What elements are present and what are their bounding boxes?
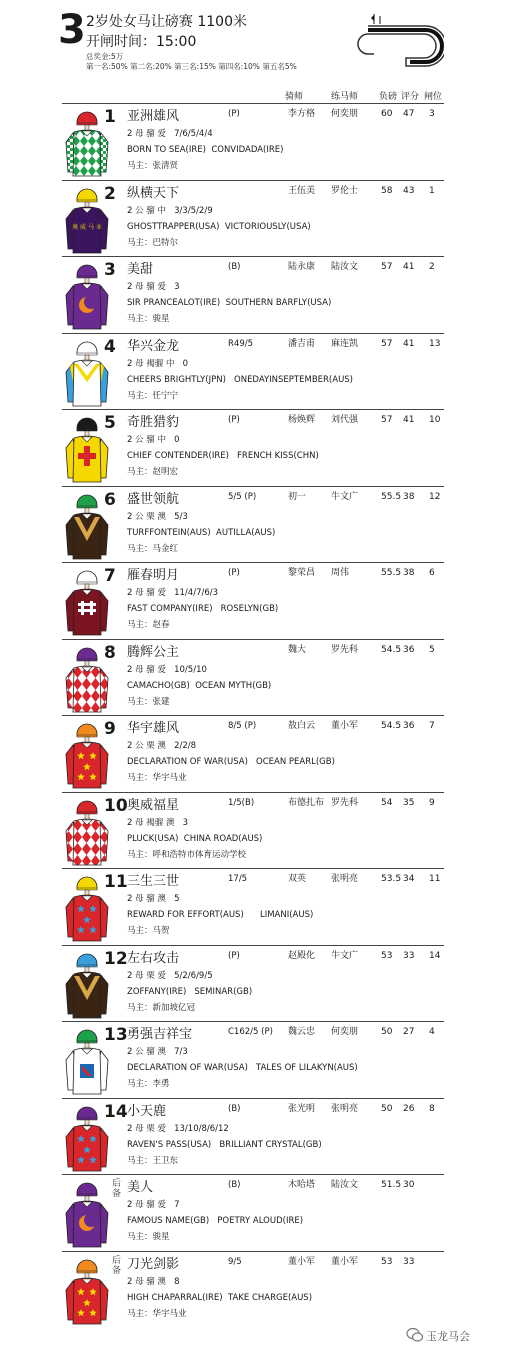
gear-info: 1/5(B) [228, 797, 255, 808]
rating: 34 [403, 874, 415, 884]
reserve-label: 后备 [112, 1179, 122, 1199]
rating: 36 [403, 721, 415, 731]
horse-details: 2 母 骝 爱 3 [127, 282, 180, 292]
carried-weight: 54.5 [381, 644, 402, 655]
draw: 12 [429, 491, 441, 502]
horse-name: 雁春明月 [127, 568, 180, 583]
pedigree: ZOFFANY(IRE) SEMINAR(GB) [127, 986, 253, 997]
gear-info: 5/5 (P) [228, 491, 257, 502]
horse-name: 小天鹿 [127, 1103, 167, 1119]
pedigree: DECLARATION OF WAR(USA) TALES OF LILAKYN(AUS) [127, 1063, 358, 1073]
owner: 马主：华宇马业 [127, 1308, 187, 1319]
draw: 11 [429, 874, 441, 884]
pedigree: FAST COMPANY(IRE) ROSELYN(GB) [127, 604, 279, 614]
runner-row [0, 1251, 520, 1328]
horse-details: 2 公 骝 中 3/3/5/2/9 [127, 205, 213, 216]
carried-weight: 55.5 [381, 491, 402, 502]
gear-info: (B) [228, 1103, 241, 1114]
runner-row [0, 333, 520, 410]
jockey-name: 赵殿化 [288, 950, 316, 961]
row-divider [62, 256, 444, 257]
horse-details: 2 公 骝 中 0 [127, 435, 180, 445]
horse-details: 2 母 骝 澳 8 [127, 1276, 180, 1287]
trainer-name: 罗伦士 [331, 185, 359, 196]
runner-number: 4 [104, 336, 116, 357]
pedigree: RAVEN'S PASS(USA) BRILLIANT CRYSTAL(GB) [127, 1139, 322, 1150]
rating: 35 [403, 797, 415, 808]
horse-details: 2 公 栗 澳 2/2/8 [127, 741, 197, 751]
horse-details: 2 母 栗 爱 13/10/8/6/12 [127, 1123, 229, 1134]
jockey-name: 木哈塔 [288, 1180, 316, 1190]
row-divider [62, 1021, 444, 1022]
carried-weight: 54.5 [381, 721, 402, 731]
rating: 38 [403, 491, 415, 502]
pedigree: GHOSTTRAPPER(USA) VICTORIOUSLY(USA) [127, 221, 311, 232]
row-divider [62, 1174, 444, 1175]
rating: 41 [403, 415, 415, 425]
runner-row [0, 639, 520, 716]
col-head-trainer: 练马师 [331, 92, 359, 102]
pedigree: SIR PRANCEALOT(IRE) SOUTHERN BARFLY(USA) [127, 298, 332, 308]
carried-weight: 55.5 [381, 568, 402, 578]
jockey-name: 魏云忠 [288, 1027, 316, 1037]
gear-info: R49/5 [228, 338, 253, 349]
rating: 26 [403, 1103, 415, 1114]
horse-name: 腾辉公主 [127, 644, 180, 660]
jockey-name: 魏大 [288, 644, 307, 655]
owner: 马主：巴特尔 [127, 237, 179, 248]
carried-weight: 58 [381, 185, 393, 196]
horse-name: 奇胜猎豹 [127, 415, 180, 430]
trainer-name: 董小军 [331, 721, 359, 731]
horse-name: 左右攻击 [127, 950, 180, 966]
race-header [0, 0, 520, 104]
silk-icon [64, 1177, 110, 1249]
gear-info: (P) [228, 568, 240, 578]
horse-name: 纵横天下 [127, 185, 180, 201]
trainer-name: 陆汝文 [331, 1180, 359, 1190]
owner: 马主：呼和浩特市体育运动学校 [127, 849, 247, 860]
gear-info: 9/5 [228, 1256, 242, 1267]
draw: 5 [429, 644, 435, 655]
runner-number: 12 [104, 948, 128, 969]
runner-list [0, 103, 520, 1327]
trainer-name: 陆汝文 [331, 262, 359, 272]
rating: 41 [403, 338, 415, 349]
jockey-name: 初一 [288, 491, 307, 502]
draw: 13 [429, 338, 441, 349]
row-divider [62, 333, 444, 334]
draw: 1 [429, 185, 435, 196]
rating: 41 [403, 262, 415, 272]
carried-weight: 57 [381, 338, 393, 349]
pedigree: CHEERS BRIGHTLY(JPN) ONEDAYINSEPTEMBER(AUS) [127, 374, 354, 385]
rating: 43 [403, 185, 415, 196]
horse-name: 亚洲雄风 [127, 109, 180, 124]
owner: 马主：华宇马业 [127, 773, 187, 783]
watermark-text: 玉龙马会 [426, 1330, 470, 1343]
runner-number: 10 [104, 795, 128, 816]
owner: 马主：李勇 [127, 1079, 170, 1089]
jockey-name: 布德扎布 [288, 797, 325, 808]
gear-info: (B) [228, 262, 241, 272]
horse-details: 2 母 骝 爱 10/5/10 [127, 664, 207, 675]
runner-row [0, 792, 520, 869]
trainer-name: 张明亮 [331, 874, 359, 884]
runner-row [0, 1174, 520, 1251]
col-head-draw: 闸位 [424, 92, 443, 102]
draw: 9 [429, 797, 435, 808]
horse-details: 2 母 骝 澳 5 [127, 894, 180, 904]
trainer-name: 董小军 [331, 1256, 359, 1267]
horse-name: 奥威福星 [127, 797, 180, 813]
horse-name: 美甜 [127, 262, 154, 277]
runner-row [0, 1098, 520, 1175]
row-divider [62, 180, 444, 181]
svg-text:奥 威 马 业: 奥 威 马 业 [72, 223, 102, 231]
row-divider [62, 103, 444, 104]
runner-row [0, 945, 520, 1022]
owner: 马主：马贺 [127, 926, 170, 936]
trainer-name: 何奕朋 [331, 109, 359, 119]
rating: 27 [403, 1027, 415, 1037]
reserve-label: 后备 [112, 1255, 122, 1276]
carried-weight: 50 [381, 1027, 393, 1037]
owner: 马主：赵明宏 [127, 467, 179, 477]
horse-name: 勇强吉祥宝 [127, 1027, 193, 1042]
rating: 30 [403, 1180, 415, 1190]
horse-name: 三生三世 [127, 874, 180, 889]
carried-weight: 50 [381, 1103, 393, 1114]
pedigree: FAMOUS NAME(GB) POETRY ALOUD(IRE) [127, 1216, 304, 1226]
horse-name: 刀光剑影 [127, 1256, 180, 1272]
silk-icon [64, 1254, 110, 1326]
owner: 马主：王卫东 [127, 1155, 179, 1166]
runner-number: 2 [104, 183, 116, 204]
owner: 马主：骏星 [127, 1232, 170, 1242]
runner-number: 11 [104, 872, 128, 892]
row-divider [62, 562, 444, 563]
horse-details: 2 母 骝 爱 11/4/7/6/3 [127, 588, 219, 598]
trainer-name: 何奕朋 [331, 1027, 359, 1037]
watermark [406, 1326, 516, 1344]
jockey-name: 敖白云 [288, 721, 316, 731]
horse-name: 盛世领航 [127, 491, 180, 507]
pedigree: DECLARATION OF WAR(USA) OCEAN PEARL(GB) [127, 757, 335, 767]
horse-name: 华宇雄风 [127, 721, 180, 736]
rating: 38 [403, 568, 415, 578]
runner-row [0, 868, 520, 945]
pedigree: PLUCK(USA) CHINA ROAD(AUS) [127, 833, 263, 844]
horse-details: 2 公 骝 澳 7/3 [127, 1047, 188, 1057]
jockey-name: 潘吉甫 [288, 338, 316, 349]
owner: 马主：张建 [127, 696, 170, 707]
gear-info: (P) [228, 109, 240, 119]
jockey-name: 黎荣昌 [288, 568, 316, 578]
race-name: 2岁处女马让磅赛 1100米 [86, 14, 247, 30]
row-divider [62, 1251, 444, 1252]
carried-weight: 53 [381, 950, 393, 961]
prize-split: 第一名:50% 第二名:20% 第三名:15% 第四名:10% 第五名5% [86, 62, 297, 71]
gear-info: (B) [228, 1180, 241, 1190]
runner-number: 14 [104, 1101, 128, 1122]
trainer-name: 牛文广 [331, 491, 359, 502]
jockey-name: 杨焕辉 [288, 415, 316, 425]
rating: 47 [403, 109, 415, 119]
gear-info: (P) [228, 950, 240, 961]
carried-weight: 53.5 [381, 874, 402, 884]
carried-weight: 51.5 [381, 1180, 402, 1190]
owner: 马主：张清贤 [127, 161, 179, 171]
gear-info: 8/5 (P) [228, 721, 257, 731]
carried-weight: 53 [381, 1256, 393, 1267]
rating: 36 [403, 644, 415, 655]
runner-number: 5 [104, 413, 116, 433]
runner-number: 1 [104, 107, 116, 127]
runner-row [0, 180, 520, 257]
draw: 14 [429, 950, 441, 961]
runner-number: 8 [104, 642, 116, 663]
jockey-name: 陆永康 [288, 262, 316, 272]
row-divider [62, 868, 444, 869]
trainer-name: 周伟 [331, 568, 350, 578]
horse-name: 美人 [127, 1180, 154, 1195]
runner-number: 6 [104, 489, 116, 510]
draw: 6 [429, 568, 435, 578]
row-divider [62, 715, 444, 716]
gear-info: 17/5 [228, 874, 248, 884]
rating: 33 [403, 950, 415, 961]
jockey-name: 张光明 [288, 1103, 316, 1114]
draw: 4 [429, 1027, 435, 1037]
carried-weight: 54 [381, 797, 393, 808]
row-divider [62, 1098, 444, 1099]
gear-info: (P) [228, 415, 240, 425]
runner-number: 7 [104, 566, 116, 586]
runner-row [0, 1021, 520, 1098]
row-divider [62, 792, 444, 793]
owner: 马主：任宁宁 [127, 390, 179, 401]
draw: 7 [429, 721, 435, 731]
runner-row [0, 409, 520, 486]
owner: 马主：新加坡亿冠 [127, 1002, 196, 1013]
pedigree: REWARD FOR EFFORT(AUS) LIMANI(AUS) [127, 910, 314, 920]
carried-weight: 57 [381, 415, 393, 425]
pedigree: TURFFONTEIN(AUS) AUTILLA(AUS) [127, 527, 276, 538]
runner-number: 3 [104, 260, 116, 280]
jockey-name: 董小军 [288, 1256, 316, 1267]
horse-details: 2 公 栗 澳 5/3 [127, 511, 188, 522]
carried-weight: 57 [381, 262, 393, 272]
row-divider [62, 409, 444, 410]
owner: 马主：马金红 [127, 543, 179, 554]
jockey-name: 李方格 [288, 109, 316, 119]
runner-row [0, 715, 520, 792]
pedigree: CAMACHO(GB) OCEAN MYTH(GB) [127, 680, 272, 691]
trainer-name: 麻连凯 [331, 338, 359, 349]
pedigree: CHIEF CONTENDER(IRE) FRENCH KISS(CHN) [127, 451, 319, 461]
horse-details: 2 母 褐骝 中 0 [127, 358, 189, 369]
trainer-name: 刘代强 [331, 415, 359, 425]
race-start-time: 开闸时间：15:00 [86, 34, 197, 50]
col-head-weight: 负磅 [379, 92, 398, 102]
rating: 33 [403, 1256, 415, 1267]
jockey-name: 王伍美 [288, 185, 316, 196]
runner-number: 13 [104, 1025, 128, 1045]
draw: 8 [429, 1103, 435, 1114]
col-head-rating: 评分 [401, 92, 420, 102]
jockey-name: 双英 [288, 874, 307, 884]
draw: 10 [429, 415, 441, 425]
pedigree: BORN TO SEA(IRE) CONVIDADA(IRE) [127, 145, 284, 155]
race-number: 3 [58, 7, 86, 53]
track-map-icon [340, 12, 444, 68]
row-divider [62, 486, 444, 487]
runner-row [0, 562, 520, 639]
runner-number: 9 [104, 719, 116, 739]
gear-info: C162/5 (P) [228, 1027, 273, 1037]
row-divider [62, 945, 444, 946]
wechat-icon [406, 1327, 424, 1343]
row-divider [62, 639, 444, 640]
owner: 马主：赵春 [127, 620, 170, 630]
horse-details: 2 母 褐骝 澳 3 [127, 817, 189, 828]
horse-name: 华兴金龙 [127, 338, 180, 354]
draw: 3 [429, 109, 435, 119]
carried-weight: 60 [381, 109, 393, 119]
trainer-name: 张明亮 [331, 1103, 359, 1114]
horse-details: 2 母 骝 爱 7 [127, 1200, 180, 1210]
pedigree: HIGH CHAPARRAL(IRE) TAKE CHARGE(AUS) [127, 1292, 313, 1303]
draw: 2 [429, 262, 435, 272]
col-head-jockey: 骑师 [285, 92, 304, 102]
runner-row [0, 486, 520, 563]
trainer-name: 牛文广 [331, 950, 359, 961]
runner-row [0, 256, 520, 333]
prize-total: 总奖金:5万 [86, 52, 124, 61]
owner: 马主：骏星 [127, 314, 170, 324]
trainer-name: 罗先科 [331, 644, 359, 655]
horse-details: 2 母 骝 爱 7/6/5/4/4 [127, 129, 213, 139]
runner-row [0, 103, 520, 180]
trainer-name: 罗先科 [331, 797, 359, 808]
horse-details: 2 母 栗 爱 5/2/6/9/5 [127, 970, 213, 981]
